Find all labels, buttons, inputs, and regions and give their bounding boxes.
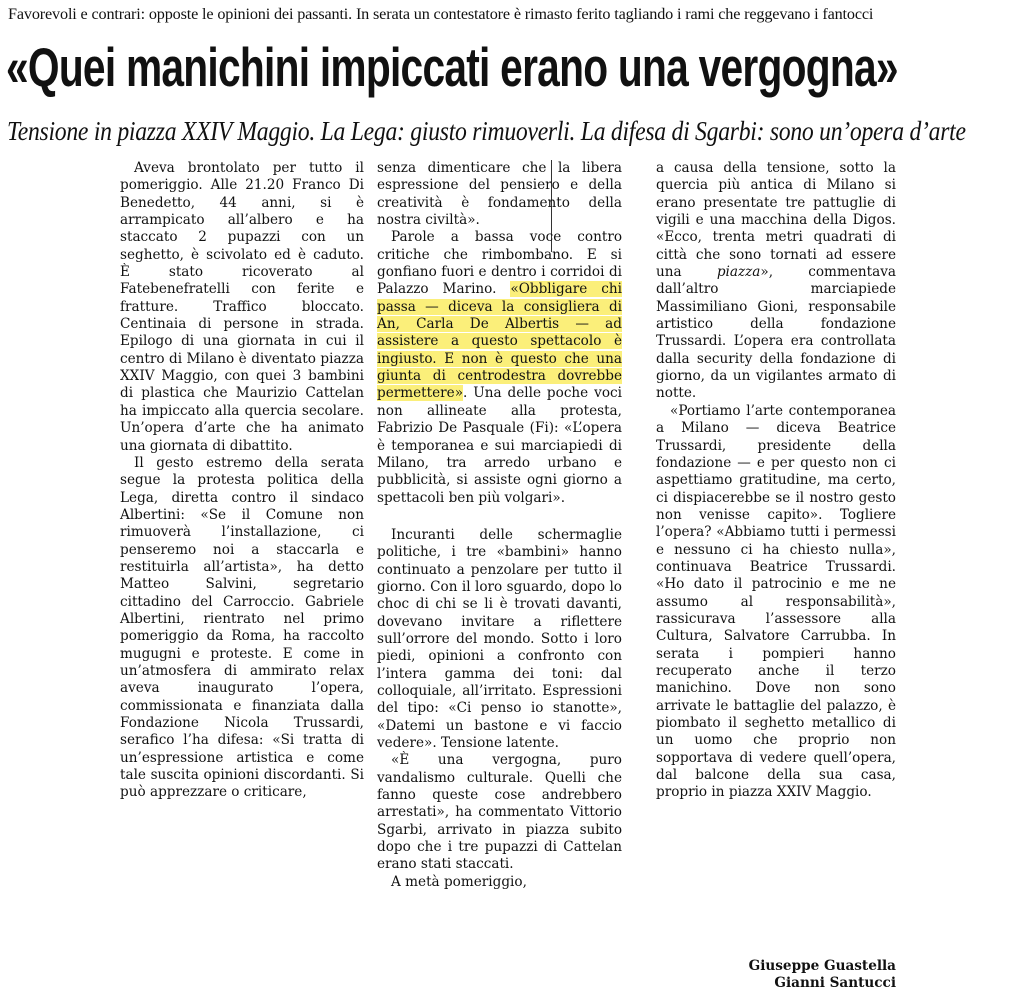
article-subhead: Tensione in piazza XXIV Maggio. La Lega: giusto rimuoverli. La difesa di Sgarbi: sono un’opera d’arte <box>7 115 966 146</box>
paragraph: Il gesto estremo della serata segue la protesta politica della Lega, diretta contro il sindaco Albertini: «Se il Comune non rimuoverà l’installazione, ci penseremo noi a staccarla e restituirla all’artista», ha detto Matteo Salvini, segretario cittadino del Carroccio. Gabriele Albertini, rientrato nel primo pomeriggio da Roma, ha raccolto mugugni e proteste. E come in un’atmosfera di ammirato relax aveva inaugurato l’opera, commissionata e finanziata dalla Fondazione Nicola Trussardi, serafico l’ha difesa: «Si tratta di un’espressione artistica e come tale suscita opinioni discordanti. Si può apprezzare o criticare, <box>120 454 364 801</box>
article-column-2 <box>377 160 622 891</box>
text-run: Parole a bassa voce contro critiche che rimbombano. E si gonfiano fuori e dentro i corridoi di Palazzo Marino. <box>377 229 622 298</box>
paragraph <box>656 160 896 403</box>
byline <box>700 958 896 992</box>
paragraph: Aveva brontolato per tutto il pomeriggio. Alle 21.20 Franco Di Benedetto, 44 anni, si è arrampicato all’albero e ha staccato 2 pupazzi con un seghetto, è scivolato ed è caduto. È stato ricoverato al Fatebenefratelli con ferite e fratture. Traffico bloccato. Centinaia di persone in strada. Epilogo di una giornata in cui il centro di Milano è diventato piazza XXIV Maggio, con quei 3 bambini di plastica che Maurizio Cattelan ha impiccato alla quercia secolare. Un’opera d’arte che ha animato una giornata di dibattito. <box>120 160 364 454</box>
paragraph <box>377 229 622 507</box>
paragraph: «Portiamo l’arte contemporanea a Milano — diceva Beatrice Trussardi, presidente della fondazione — e per questo non ci aspettiamo gratitudine, ma certo, ci dispiacerebbe se il nostro gesto non venisse capito». Togliere l’opera? «Abbiamo tutti i permessi e nessuno ci ha chiesto nulla», continuava Beatrice Trussardi. «Ho dato il patrocinio e me ne assumo al responsabilità», rassicurava l’assessore alla Cultura, Salvatore Carrubba. In serata i pompieri hanno recuperato anche il terzo manichino. Dove non sono arrivate le battaglie del palazzo, è piombato il seghetto metallico di un uomo che proprio non sopportava di vedere quell’opera, dal balcone della sua casa, proprio in piazza XXIV Maggio. <box>656 402 896 801</box>
article-column-3 <box>656 160 896 802</box>
paragraph: senza dimenticare che la libera espressione del pensiero e della creatività è fondamento della nostra civiltà». <box>377 160 622 229</box>
text-run: a causa della tensione, sotto la quercia più antica di Milano si erano presentate tre pattuglie di vigili e una macchina della Digos. «Ecco, trenta metri quadrati di città che sono tornati ad essere una <box>656 160 896 281</box>
byline-author: Giuseppe Guastella <box>748 958 896 974</box>
highlighted-quote: «Obbligare chi passa — diceva la consigliera di An, Carla De Albertis — ad assistere a questo spettacolo è ingiusto. E non è questo che una giunta di centrodestra dovrebbe permettere» <box>377 281 622 402</box>
article-headline: «Quei manichini impiccati erano una vergogna» <box>6 36 898 98</box>
article-column-1 <box>120 160 364 802</box>
paragraph: Incuranti delle schermaglie politiche, i tre «bambini» hanno continuato a penzolare per tutto il giorno. Con il loro sguardo, dopo lo choc di chi se li è trovati davanti, dovevano invitare a riflettere sull’orrore del mondo. Sotto i loro piedi, opinioni a confronto con l’intera gamma dei toni: dal colloquiale, all’irritato. Espressioni del tipo: «Ci penso io stanotte», «Datemi un bastone e vi faccio vedere». Tensione latente. <box>377 526 622 751</box>
text-run: », commentava dall’altro marciapiede Massimiliano Gioni, responsabile artistico della fondazione Trussardi. L’opera era controllata dalla security della fondazione di giorno, da un vigilantes armato di notte. <box>656 264 896 402</box>
italic-word: piazza <box>716 264 761 281</box>
paragraph: «È una vergogna, puro vandalismo culturale. Quelli che fanno queste cose andrebbero arrestati», ha commentato Vittorio Sgarbi, arrivato in piazza subito dopo che i tre pupazzi di Cattelan erano stati staccati. <box>377 752 622 873</box>
byline-author: Gianni Santucci <box>774 975 896 991</box>
article-kicker: Favorevoli e contrari: opposte le opinioni dei passanti. In serata un contestatore è rimasto ferito tagliando i rami che reggevano i fantocci <box>8 5 874 23</box>
paragraph: A metà pomeriggio, <box>391 873 527 890</box>
text-run: . Una delle poche voci non allineate alla protesta, Fabrizio De Pasquale (Fi): «L’opera è temporanea e sui marciapiedi di Milano, tra arredo urbano e pubblicità, si assiste ogni giorno a spettacoli ben più volgari». <box>377 385 622 506</box>
